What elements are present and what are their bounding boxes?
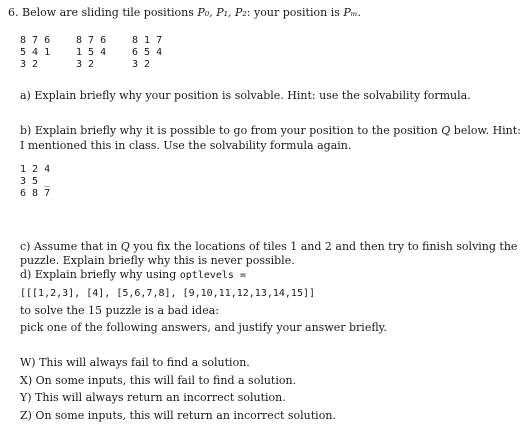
grid-p1 bbox=[76, 35, 106, 71]
part-b bbox=[20, 124, 521, 137]
grid-q-row: 1 2 4 bbox=[20, 164, 51, 175]
part-a: a) Explain briefly why your position is solvable. Hint: use the solvability formula. bbox=[20, 89, 471, 102]
part-d-code-optlevels: optlevels = bbox=[179, 270, 246, 281]
grid-p2-row: 8 1 7 bbox=[132, 35, 163, 46]
part-b-line1-post: below. Hint: bbox=[450, 124, 521, 137]
grid-p1-row: 8 7 6 bbox=[76, 35, 107, 46]
answer-y: Y) This will always return an incorrect solution. bbox=[20, 391, 286, 404]
grid-q bbox=[20, 164, 50, 200]
grid-q-row: 6 8 7 bbox=[20, 188, 51, 199]
question-header bbox=[8, 6, 361, 19]
part-c-line2: puzzle. Explain briefly why this is never possible. bbox=[20, 254, 295, 267]
question-number: 6. bbox=[8, 6, 19, 19]
grid-p2 bbox=[132, 35, 162, 71]
grid-p2-row: 3 2 bbox=[132, 59, 151, 70]
answer-w: W) This will always fail to find a solution. bbox=[20, 356, 250, 369]
part-b-math-q: Q bbox=[441, 124, 451, 137]
question-middle: : your position is bbox=[246, 6, 344, 19]
part-b-line1-pre: b) Explain briefly why it is possible to go from your position to the position bbox=[20, 124, 442, 137]
grid-p2-row: 6 5 4 bbox=[132, 47, 163, 58]
answer-z: Z) On some inputs, this will return an incorrect solution. bbox=[20, 409, 336, 422]
question-prefix: Below are sliding tile positions bbox=[22, 6, 198, 19]
part-d-line1-pre: d) Explain briefly why using bbox=[20, 268, 180, 281]
grid-p1-row: 3 2 bbox=[76, 59, 95, 70]
part-c-math-q: Q bbox=[120, 240, 130, 253]
part-c-line1 bbox=[20, 240, 517, 253]
part-c-line1-pre: c) Assume that in bbox=[20, 240, 121, 253]
grid-q-row: 3 5 _ bbox=[20, 176, 51, 187]
grid-p0-row: 5 4 1 bbox=[20, 47, 51, 58]
part-d-line3: to solve the 15 puzzle is a bad idea: bbox=[20, 304, 219, 317]
answer-x: X) On some inputs, this will fail to find a solution. bbox=[20, 374, 297, 387]
question-suffix: . bbox=[357, 6, 362, 19]
grid-p1-row: 1 5 4 bbox=[76, 47, 107, 58]
part-d-line4: pick one of the following answers, and justify your answer briefly. bbox=[20, 321, 387, 334]
part-c-line1-post: you fix the locations of tiles 1 and 2 and then try to finish solving the bbox=[129, 240, 518, 253]
question-math-positions: P₀, P₁, P₂ bbox=[197, 6, 247, 19]
part-d-line1 bbox=[20, 268, 246, 282]
grid-p0 bbox=[20, 35, 50, 71]
part-d-code-list: [[[1,2,3], [4], [5,6,7,8], [9,10,11,12,13,14,15]] bbox=[20, 288, 316, 299]
question-math-your-position: Pₘ bbox=[343, 6, 358, 19]
grid-p0-row: 8 7 6 bbox=[20, 35, 51, 46]
part-b-line2: I mentioned this in class. Use the solvability formula again. bbox=[20, 139, 352, 152]
grid-p0-row: 3 2 bbox=[20, 59, 39, 70]
